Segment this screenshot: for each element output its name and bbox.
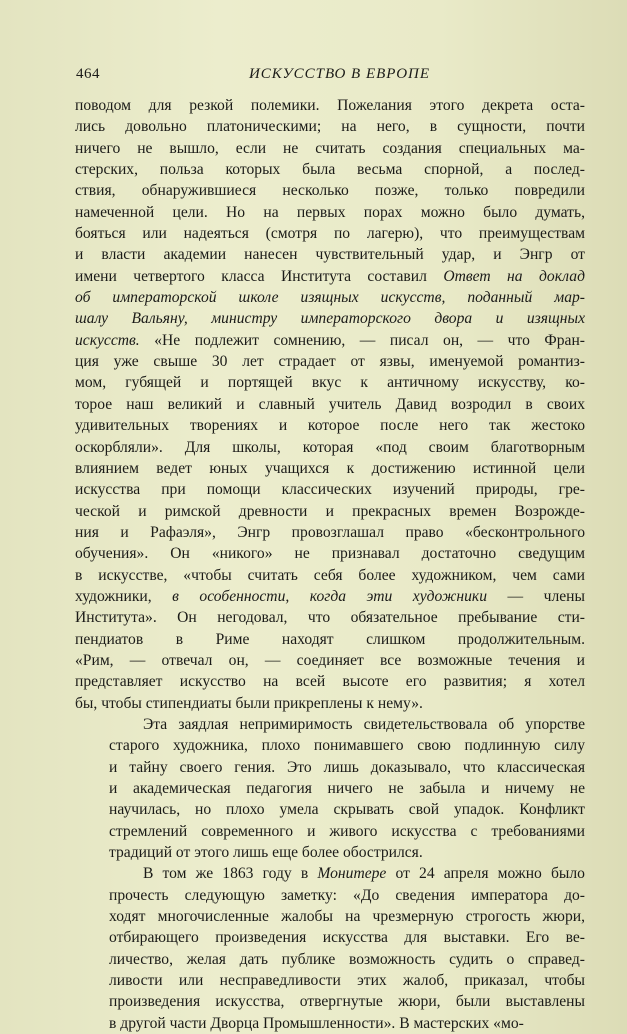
text-line: шалу Вальяну, министру императорского двора и изящных (75, 310, 585, 328)
text-line: искусства при помощи классических изучений природы, гре- (75, 481, 585, 499)
text-line: традиций от этого лишь еще более обострился. (109, 844, 423, 862)
text-line: В том же 1863 году в Монитере от 24 апреля можно было (143, 865, 585, 883)
text-line: об императорской школе изящных искусств, поданный мар- (75, 289, 585, 307)
text-line: торое наш великий и славный учитель Давид возродил в своих (75, 395, 585, 413)
running-title: ИСКУССТВО В ЕВРОПЕ (248, 66, 431, 82)
paragraph (75, 714, 585, 863)
text-line: ливости или несправедливости этих жалоб, приказал, чтобы (109, 972, 585, 990)
text-line: ческой и римской древности и прекрасных времен Возрожде- (75, 502, 585, 520)
text-line: лись довольно платоническими; на него, в сущности, почти (75, 118, 585, 136)
text-line: ствия, обнаружившиеся несколько позже, только повредили (75, 182, 585, 200)
text-line: имени четвертого класса Института составил Ответ на доклад (75, 267, 585, 285)
text-line: бояться или надеяться (смотря по лагерю), что преимуществам (75, 225, 585, 243)
text-line: прочесть следующую заметку: «До сведения императора до- (109, 886, 585, 904)
text-line: поводом для резкой полемики. Пожелания этого декрета оста- (75, 97, 585, 114)
text-line: представляет искусство на всей высоте его развития; я хотел (75, 673, 585, 691)
paragraph (75, 863, 585, 1034)
text-line: и академическая педагогия ничего не забыла и ничему не (109, 780, 585, 797)
text-line: пендиатов в Риме находят слишком продолжительным. (75, 630, 585, 648)
text-line: в другой части Дворца Промышленности». В мастерских «мо- (109, 1014, 524, 1032)
text-line: ходят многочисленные жалобы на чрезмерную строгость жюри, (109, 908, 585, 926)
text-line: удивительных творениях и которое после него так жестоко (75, 417, 585, 435)
text-line: ния и Рафаэля», Энгр провозглашал право «бесконтрольного (75, 523, 585, 541)
text-line: оскорбляли». Для школы, которая «под своим благотворным (75, 438, 585, 456)
text-line: ция уже свыше 30 лет страдает от язвы, именуемой романтиз- (75, 353, 585, 371)
text-line: в искусстве, «чтобы считать себя более художником, чем сами (75, 566, 585, 584)
text-line: мом, губящей и портящей вкус к античному искусству, ко- (75, 374, 585, 392)
text-line: Института». Он негодовал, что обязательное пребывание сти- (75, 609, 585, 627)
text-line: личество, желая дать публике возможность судить о справед- (109, 950, 585, 968)
text-line: научилась, но плохо умела скрывать свой упадок. Конфликт (109, 801, 585, 819)
text-line: стерских, польза которых была весьма спорной, а послед- (75, 161, 585, 179)
text-line: намеченной цели. Но на первых порах можно было думать, (75, 203, 585, 221)
text-line: ничего не вышло, если не считать создания специальных ма- (75, 139, 585, 157)
text-line: влиянием ведет юных учащихся к достижению истинной цели (75, 459, 585, 477)
text-line: обучения». Он «никого» не признавал достаточно сведущим (75, 545, 585, 563)
text-line: и тайну своего гения. Это лишь доказывало, что классическая (109, 758, 585, 776)
text-line: бы, чтобы стипендиаты были прикреплены к нему». (75, 694, 423, 712)
text-line: художники, в особенности, когда эти художники — члены (75, 587, 585, 605)
page-number: 464 (76, 66, 100, 82)
text-line: старого художника, плохо понимавшего свою подлинную силу (109, 737, 585, 755)
text-line: искусств. «Не подлежит сомнению, — писал он, — что Фран- (75, 331, 585, 349)
text-line: произведения искусства, отвергнутые жюри, были выставлены (109, 993, 585, 1011)
body-text (75, 95, 585, 1034)
paragraph (75, 95, 585, 714)
page-header (76, 66, 583, 88)
text-line: и власти академии нанесен чувствительный удар, и Энгр от (75, 246, 585, 264)
text-line: Эта заядлая непримиримость свидетельствовала об упорстве (143, 715, 585, 733)
text-line: стремлений современного и живого искусства с требованиями (109, 822, 585, 840)
text-line: отбирающего произведения искусства для выставки. Его ве- (109, 929, 585, 947)
text-line: «Рим, — отвечал он, — соединяет все возможные течения и (75, 651, 585, 669)
